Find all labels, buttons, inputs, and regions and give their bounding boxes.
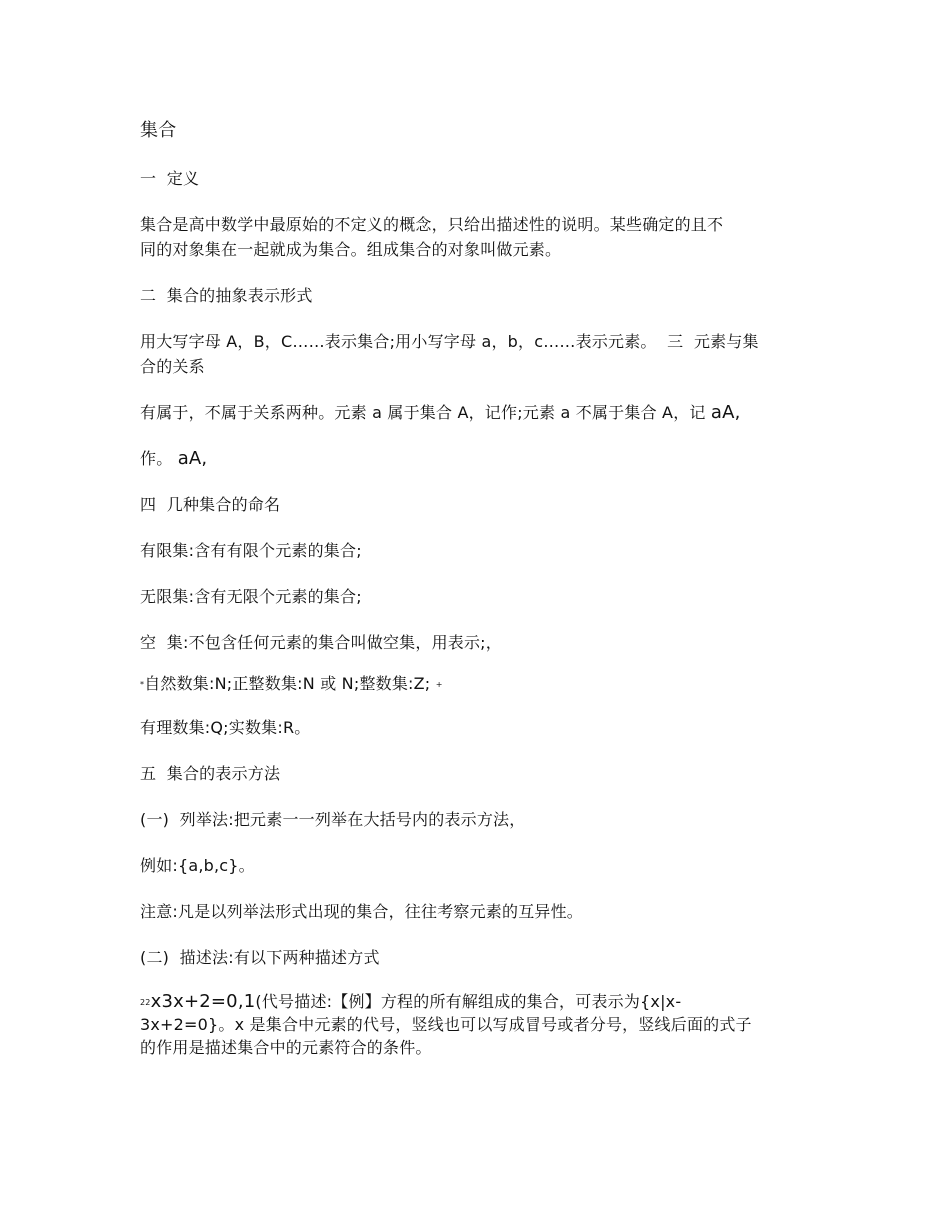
list-item: 有限集:含有有限个元素的集合; [140,541,362,560]
superscript-mark: * [140,680,145,689]
paragraph-line: 3x+2=0}。x 是集合中元素的代号，竖线也可以写成冒号或者分号，竖线后面的式子 [140,1015,752,1034]
paragraph-line: 的作用是描述集合中的元素符合的条件。 [140,1038,432,1057]
paragraph-text: (代号描述:【例】方程的所有解组成的集合，可表示为{x|x- [255,992,682,1011]
superscript-mark: 22 [140,998,151,1007]
paragraph-text: 作。 [140,449,178,468]
paragraph-line: 同的对象集在一起就成为集合。组成集合的对象叫做元素。 [140,240,562,259]
list-item: 无限集:含有无限个元素的集合; [140,587,362,606]
superscript-mark: + [435,680,443,689]
paragraph-line: 例如:{a,b,c}。 [140,856,255,875]
paragraph-line: 集合是高中数学中最原始的不定义的概念，只给出描述性的说明。某些确定的且不 [140,215,724,234]
heading-definition: 一 定义 [140,169,200,188]
math-symbol: aA, [177,448,208,469]
paragraph-line [140,447,207,470]
heading-abstract-form: 二 集合的抽象表示形式 [140,286,313,305]
list-item-text: 自然数集:N;正整数集:N 或 N;整数集:Z; [144,674,436,693]
math-equation: x3x+2=0,1 [150,991,256,1012]
doc-title: 集合 [140,120,177,141]
paragraph-line: (一) 列举法:把元素一一列举在大括号内的表示方法， [140,810,526,829]
list-item [140,672,443,696]
paragraph-line [140,990,681,1014]
paragraph-text: 有属于，不属于关系两种。元素 a 属于集合 A，记作;元素 a 不属于集合 A，记 [140,403,711,422]
paragraph-line: 用大写字母 A，B，C……表示集合;用小写字母 a，b，c……表示元素。 三 元素与集 [140,332,759,351]
paragraph-line: 注意:凡是以列举法形式出现的集合，往往考察元素的互异性。 [140,902,583,921]
math-symbol: aA, [710,402,741,423]
list-item: 空 集:不包含任何元素的集合叫做空集，用表示;， [140,633,502,652]
paragraph-line [140,401,741,424]
paragraph-line: 合的关系 [140,357,205,376]
list-item: 有理数集:Q;实数集:R。 [140,718,311,737]
heading-set-names: 四 几种集合的命名 [140,495,281,514]
heading-representation: 五 集合的表示方法 [140,764,281,783]
paragraph-line: (二) 描述法:有以下两种描述方式 [140,948,380,967]
